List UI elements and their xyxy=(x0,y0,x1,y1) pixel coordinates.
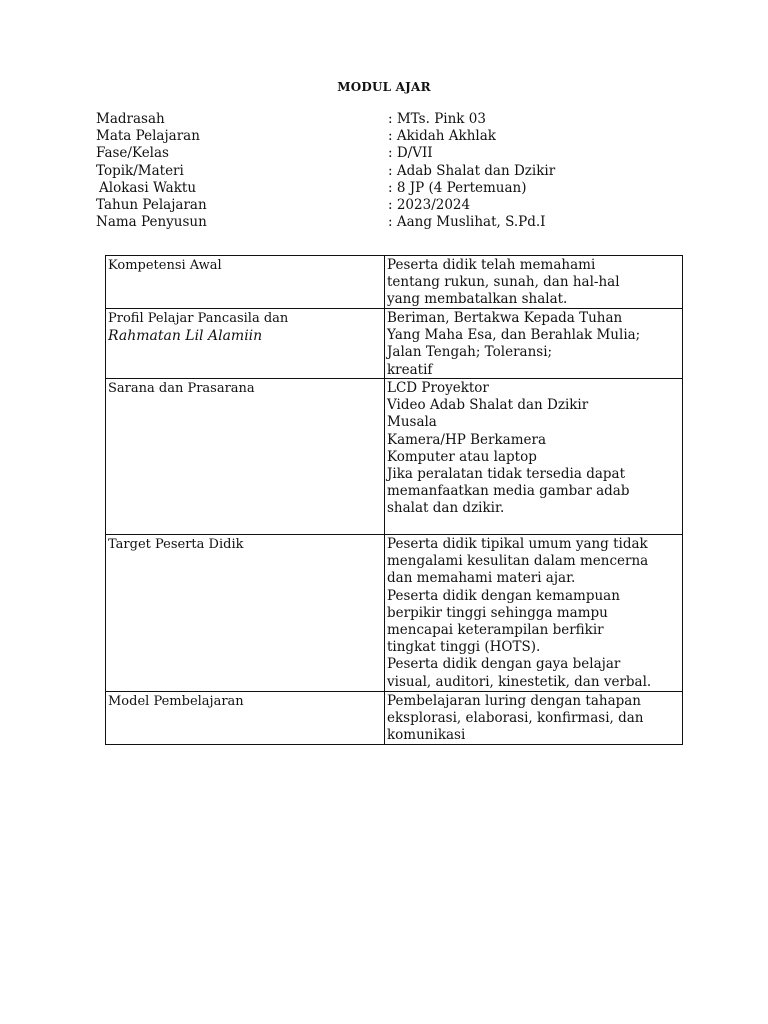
info-value: : 8 JP (4 Pertemuan) xyxy=(388,179,527,196)
info-label: Tahun Pelajaran xyxy=(96,196,207,213)
row-label-text: Model Pembelajaran xyxy=(108,694,244,709)
content-line: mengalami kesulitan dalam mencerna xyxy=(387,553,649,570)
info-value: : 2023/2024 xyxy=(388,196,471,213)
row-label xyxy=(106,256,385,308)
content-line: Video Adab Shalat dan Dzikir xyxy=(387,397,589,414)
content-line: mencapai keterampilan berfikir xyxy=(387,622,604,639)
content-line: Beriman, Bertakwa Kepada Tuhan xyxy=(387,310,623,326)
row-label xyxy=(106,309,385,378)
row-label xyxy=(106,379,385,534)
info-label: Mata Pelajaran xyxy=(96,128,200,145)
row-content xyxy=(385,309,682,378)
info-label: Topik/Materi xyxy=(96,162,184,179)
row-label xyxy=(106,535,385,691)
content-line: Pembelajaran luring dengan tahapan xyxy=(387,693,642,709)
content-line: Peserta didik telah memahami xyxy=(387,257,596,273)
content-line: tentang rukun, sunah, dan hal-hal xyxy=(387,274,620,291)
content-line: shalat dan dzikir. xyxy=(387,500,505,517)
table-row xyxy=(106,379,682,535)
content-line: Jalan Tengah; Toleransi; xyxy=(387,344,553,361)
info-value: : Adab Shalat dan Dzikir xyxy=(388,162,556,179)
content-line: Musala xyxy=(387,414,437,431)
content-line: Kamera/HP Berkamera xyxy=(387,431,547,448)
row-content xyxy=(385,692,682,744)
content-line: memanfaatkan media gambar adab xyxy=(387,483,630,500)
row-label-text: Kompetensi Awal xyxy=(108,258,222,273)
content-line: Peserta didik tipikal umum yang tidak xyxy=(387,536,648,552)
info-value: : D/VII xyxy=(388,145,433,162)
content-line: yang membatalkan shalat. xyxy=(387,291,568,308)
content-line: dan memahami materi ajar. xyxy=(387,570,576,587)
info-value: : Aang Muslihat, S.Pd.I xyxy=(388,214,546,231)
content-line: Komputer atau laptop xyxy=(387,448,537,465)
row-label-text: Profil Pelajar Pancasila dan xyxy=(108,311,289,326)
info-row-nama-penyusun xyxy=(96,214,696,231)
info-value: : Akidah Akhlak xyxy=(388,128,496,145)
row-label-italic: Rahmatan Lil Alamiin xyxy=(108,328,263,344)
row-content xyxy=(385,535,682,691)
module-table xyxy=(105,255,683,745)
content-line: eksplorasi, elaborasi, konfirmasi, dan xyxy=(387,710,644,727)
info-row-topik-materi xyxy=(96,163,696,180)
row-label-text: Target Peserta Didik xyxy=(108,537,244,552)
content-line: Peserta didik dengan kemampuan xyxy=(387,587,620,604)
content-line: kreatif xyxy=(387,361,433,378)
content-line: tingkat tinggi (HOTS). xyxy=(387,639,541,656)
row-label xyxy=(106,692,385,744)
info-row-alokasi-waktu xyxy=(96,180,696,197)
row-content xyxy=(385,256,682,308)
table-row xyxy=(106,256,682,309)
content-line: Peserta didik dengan gaya belajar xyxy=(387,656,621,673)
row-label-text: Sarana dan Prasarana xyxy=(108,381,255,396)
content-line: visual, auditori, kinestetik, dan verbal. xyxy=(387,673,652,690)
info-label: Alokasi Waktu xyxy=(99,179,197,196)
table-row xyxy=(106,309,682,379)
info-row-fase-kelas xyxy=(96,145,696,162)
content-line: berpikir tinggi sehingga mampu xyxy=(387,604,608,621)
info-block xyxy=(96,111,696,231)
content-line: Yang Maha Esa, dan Berahlak Mulia; xyxy=(387,327,641,344)
info-value: : MTs. Pink 03 xyxy=(388,111,486,127)
document-title: MODUL AJAR xyxy=(337,80,431,94)
table-row xyxy=(106,535,682,692)
content-line: komunikasi xyxy=(387,727,466,744)
info-row-tahun-pelajaran xyxy=(96,197,696,214)
info-label: Madrasah xyxy=(96,111,165,127)
info-row-madrasah xyxy=(96,111,696,128)
content-line: LCD Proyektor xyxy=(387,380,489,396)
info-row-mata-pelajaran xyxy=(96,128,696,145)
info-label: Fase/Kelas xyxy=(96,145,169,162)
table-row xyxy=(106,692,682,744)
content-line: Jika peralatan tidak tersedia dapat xyxy=(387,466,626,483)
row-content xyxy=(385,379,682,534)
info-label: Nama Penyusun xyxy=(96,214,207,231)
